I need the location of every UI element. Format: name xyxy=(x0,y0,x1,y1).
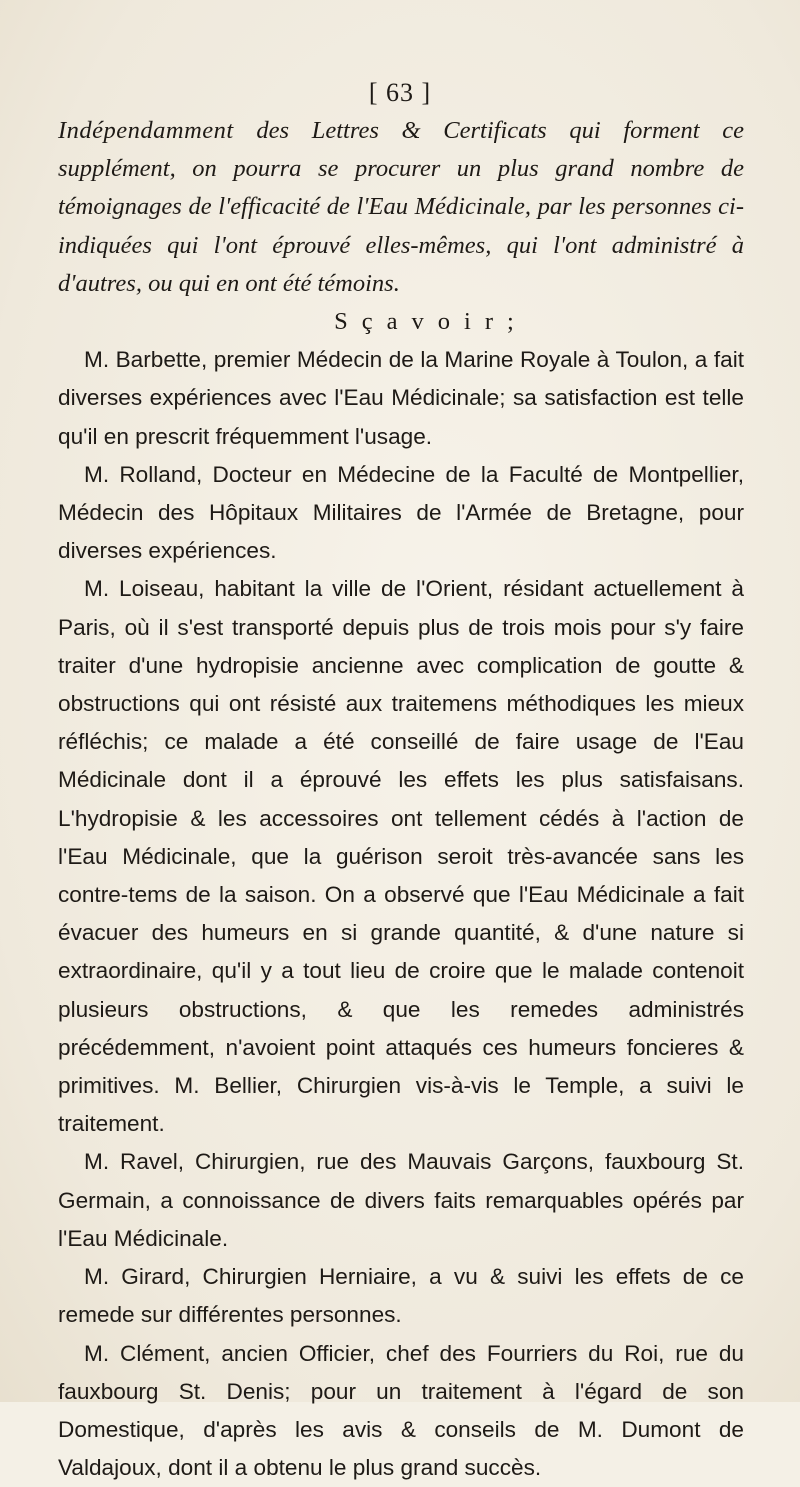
page-number: [ 63 ] xyxy=(0,78,800,108)
entry-barbette: M. Barbette, premier Médecin de la Marine Royale à Toulon, a fait diverses expériences avec l'Eau Médicinale; sa satisfaction est telle qu'il en prescrit fréquemment l'usage. xyxy=(58,341,744,456)
entry-girard: M. Girard, Chirurgien Herniaire, a vu & suivi les effets de ce remede sur différentes personnes. xyxy=(58,1258,744,1334)
intro-text: des Lettres & Certificats qui forment ce supplément, on pourra se procurer un plus grand nombre de témoignages de l'efficacité de l'Eau Médicinale, par les personnes ci-indiquées qui l'ont éprouvé elles-mêmes, qui l'ont administré à d'autres, ou qui en ont été témoins. xyxy=(58,117,744,297)
page-body xyxy=(58,112,744,1487)
intro-paragraph xyxy=(58,112,744,303)
entry-clement: M. Clément, ancien Officier, chef des Fourriers du Roi, rue du fauxbourg St. Denis; pour un traitement à l'égard de son Domestique, d'après les avis & conseils de M. Dumont de Valdajoux, dont il a obtenu le plus grand succès. xyxy=(58,1335,744,1487)
intro-lead-word: Indépendamment xyxy=(58,117,234,144)
entry-ravel: M. Ravel, Chirurgien, rue des Mauvais Garçons, fauxbourg St. Germain, a connoissance de divers faits remarquables opérés par l'Eau Médicinale. xyxy=(58,1143,744,1258)
entry-rolland: M. Rolland, Docteur en Médecine de la Faculté de Montpellier, Médecin des Hôpitaux Militaires de l'Armée de Bretagne, pour diverses expériences. xyxy=(58,456,744,571)
section-heading: Sçavoir; xyxy=(58,303,744,341)
entry-loiseau: M. Loiseau, habitant la ville de l'Orient, résidant actuellement à Paris, où il s'est transporté depuis plus de trois mois pour s'y faire traiter d'une hydropisie ancienne avec complication de goutte & obstructions qui ont résisté aux traitemens méthodiques les mieux réfléchis; ce malade a été conseillé de faire usage de l'Eau Médicinale dont il a éprouvé les effets les plus satisfaisans. L'hydropisie & les accessoires ont tellement cédés à l'action de l'Eau Médicinale, que la guérison seroit très-avancée sans les contre-tems de la saison. On a observé que l'Eau Médicinale a fait évacuer des humeurs en si grande quantité, & d'une nature si extraordinaire, qu'il y a tout lieu de croire que le malade contenoit plusieurs obstructions, & que les remedes administrés précédemment, n'avoient point attaqués ces humeurs foncieres & primitives. M. Bellier, Chirurgien vis-à-vis le Temple, a suivi le traitement. xyxy=(58,570,744,1143)
